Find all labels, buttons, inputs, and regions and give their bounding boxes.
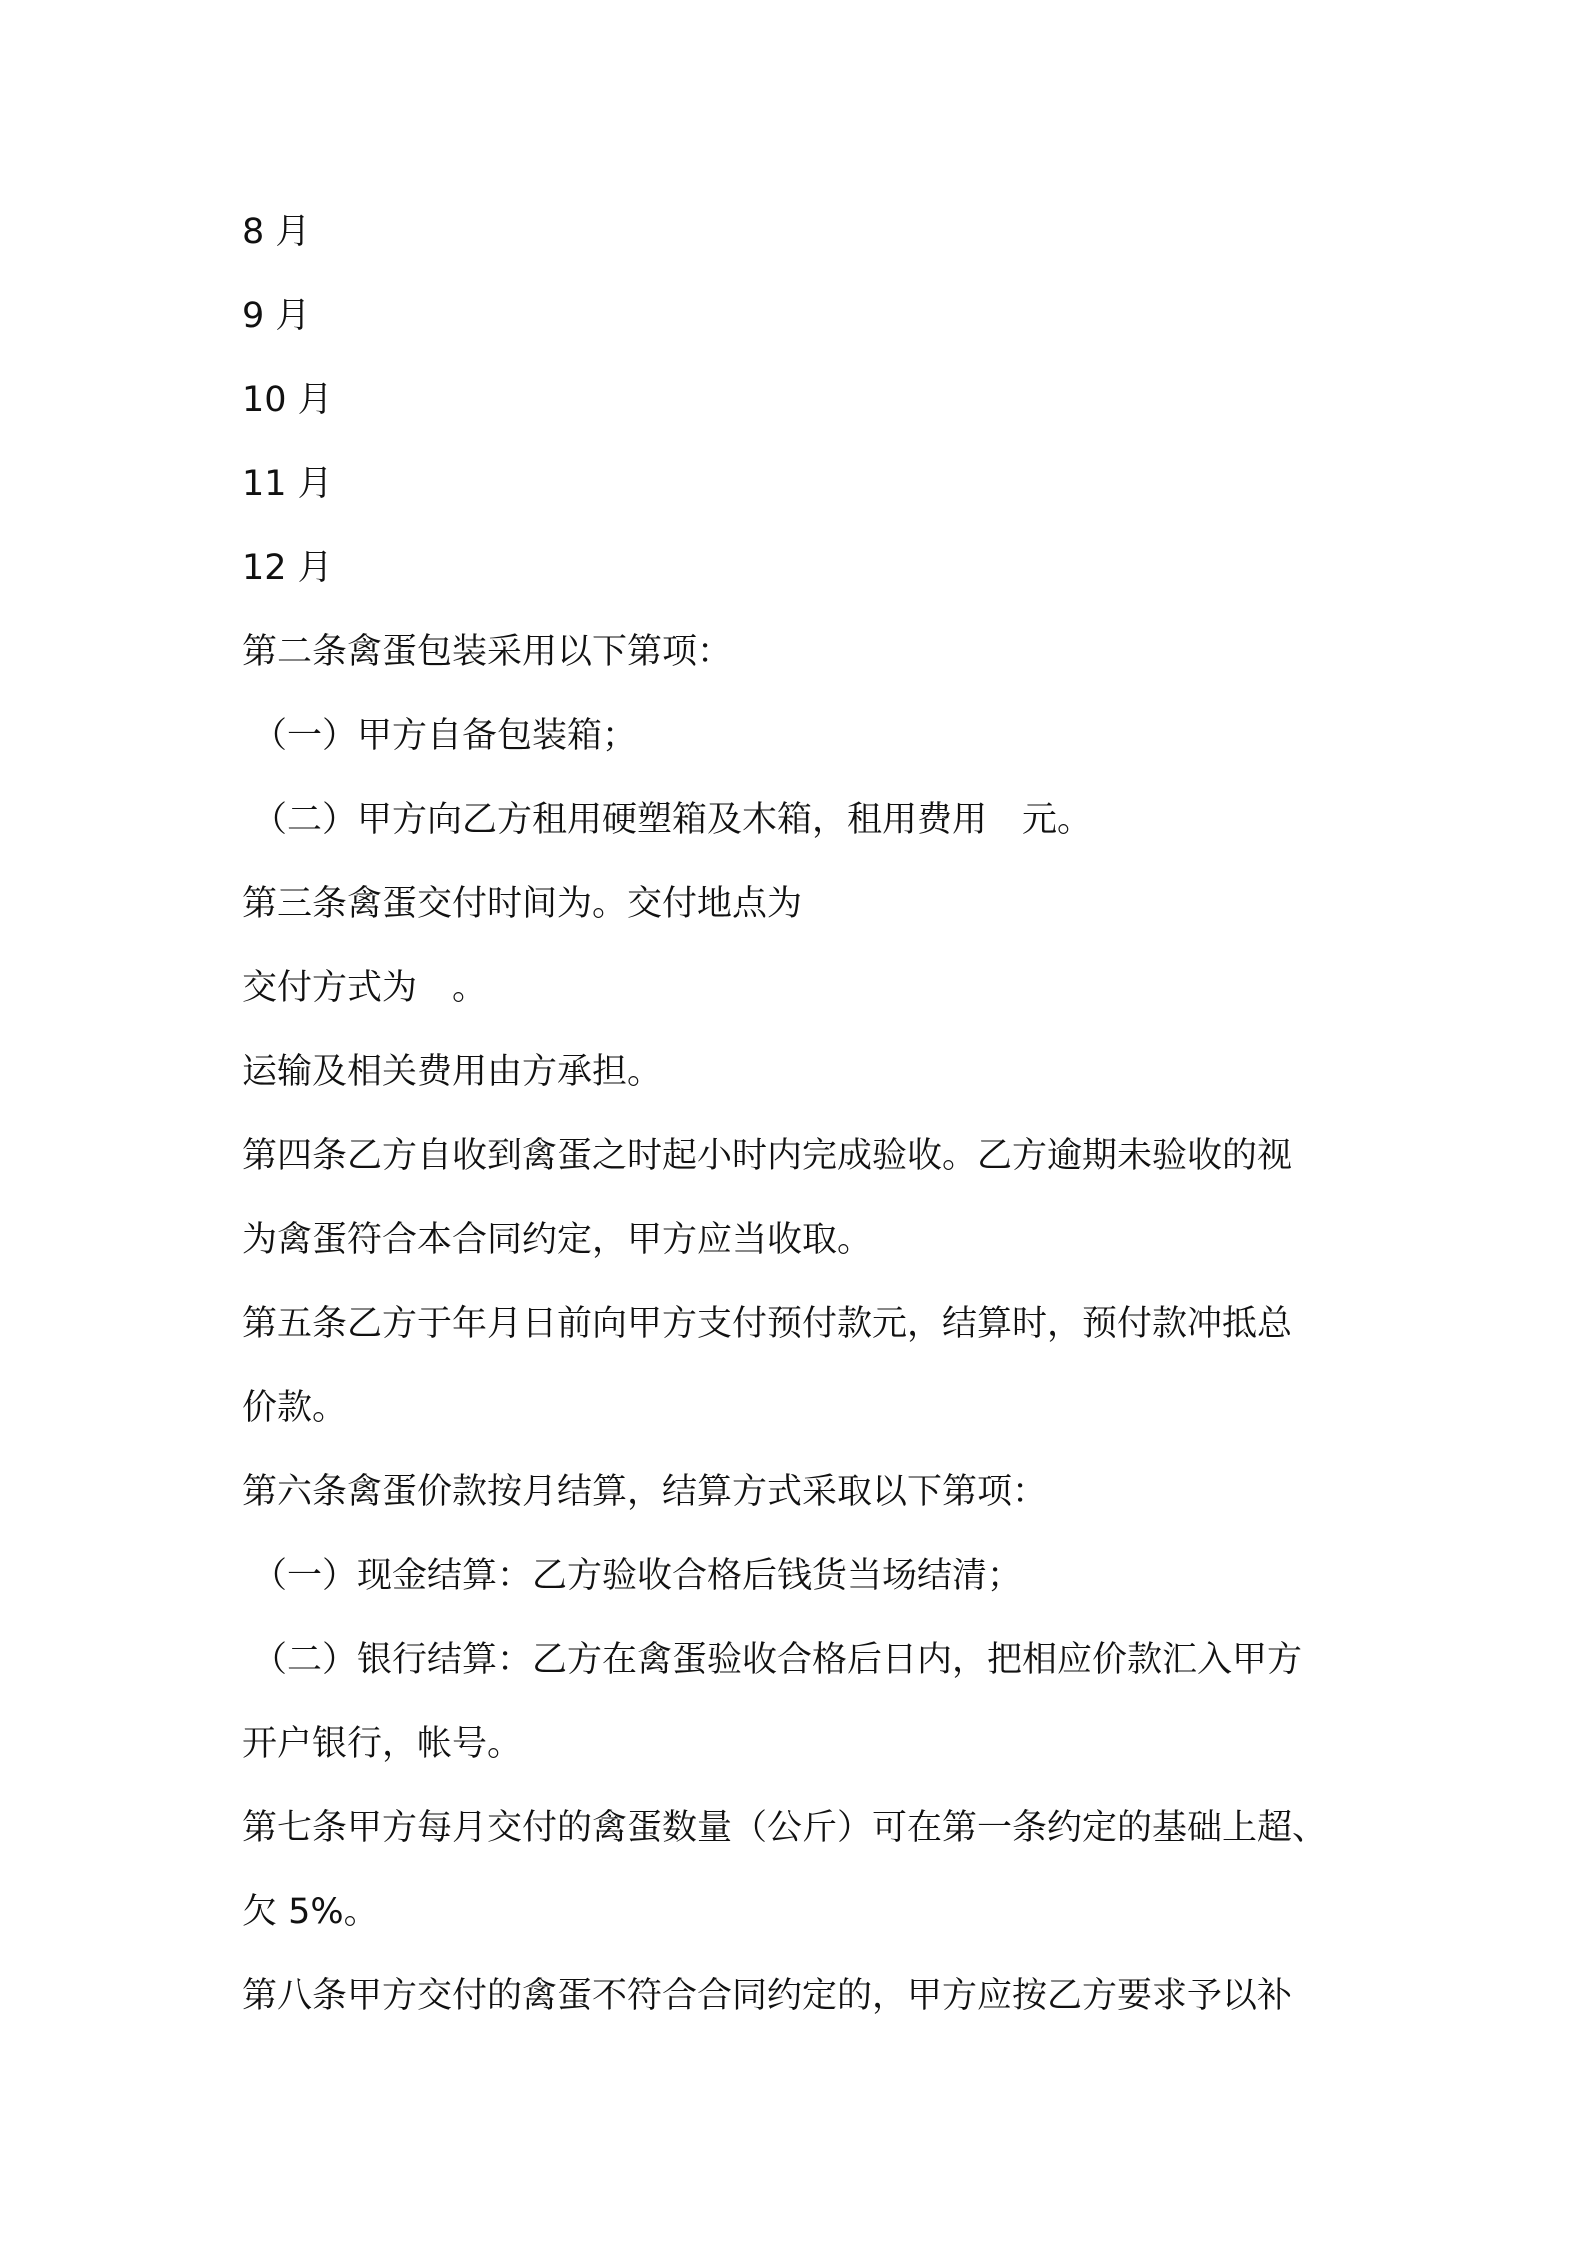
article-4-line-2: 为禽蛋符合本合同约定，甲方应当收取。: [242, 1220, 873, 1260]
article-6-option-2-line-2: 开户银行，帐号。: [242, 1724, 523, 1764]
month-line-8: 8 月: [242, 212, 311, 252]
month-line-11: 11 月: [242, 464, 333, 504]
article-3-line-2: 交付方式为 。: [242, 968, 488, 1008]
article-6-heading: 第六条禽蛋价款按月结算，结算方式采取以下第项：: [242, 1472, 1048, 1512]
article-7-line-2: 欠 5%。: [242, 1892, 379, 1932]
article-3-line-3: 运输及相关费用由方承担。: [242, 1052, 663, 1092]
article-2-option-1: （一）甲方自备包装箱；: [252, 716, 638, 756]
article-2-option-2: （二）甲方向乙方租用硬塑箱及木箱，租用费用 元。: [252, 800, 1093, 840]
article-5-line-2: 价款。: [242, 1388, 348, 1428]
month-line-12: 12 月: [242, 548, 333, 588]
month-line-10: 10 月: [242, 380, 333, 420]
article-8-line-1: 第八条甲方交付的禽蛋不符合合同约定的，甲方应按乙方要求予以补: [242, 1976, 1293, 2016]
document-body: [242, 190, 1362, 2038]
article-5-line-1: 第五条乙方于年月日前向甲方支付预付款元，结算时，预付款冲抵总: [242, 1304, 1293, 1344]
month-line-9: 9 月: [242, 296, 311, 336]
article-2-heading: 第二条禽蛋包装采用以下第项：: [242, 632, 733, 672]
article-4-line-1: 第四条乙方自收到禽蛋之时起小时内完成验收。乙方逾期未验收的视: [242, 1136, 1293, 1176]
article-6-option-2-line-1: （二）银行结算：乙方在禽蛋验收合格后日内，把相应价款汇入甲方: [252, 1640, 1303, 1680]
article-7-line-1: 第七条甲方每月交付的禽蛋数量（公斤）可在第一条约定的基础上超、: [242, 1808, 1328, 1848]
article-3-line-1: 第三条禽蛋交付时间为。交付地点为: [242, 884, 803, 924]
article-6-option-1: （一）现金结算：乙方验收合格后钱货当场结清；: [252, 1556, 1023, 1596]
